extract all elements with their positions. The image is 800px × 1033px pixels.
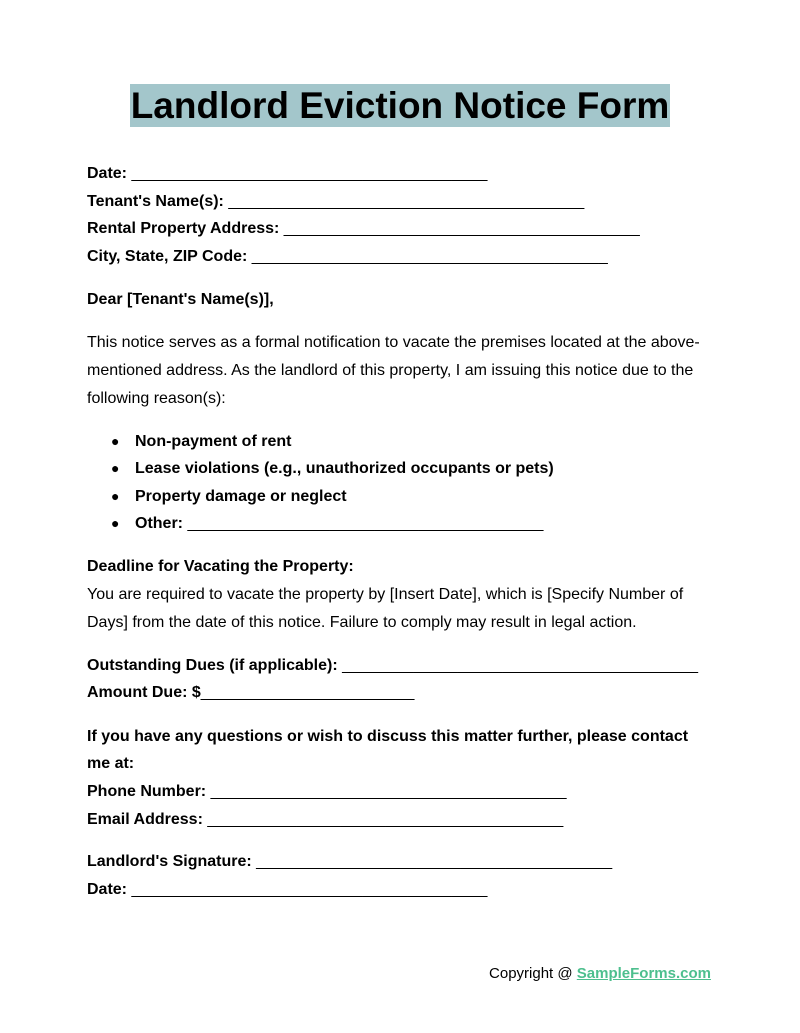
outstanding-dues-blank[interactable]: ________________________________________ bbox=[342, 656, 699, 674]
tenant-name-field bbox=[87, 188, 712, 216]
city-state-zip-field bbox=[87, 243, 712, 271]
contact-heading: If you have any questions or wish to discuss this matter further, please contact me at: bbox=[87, 727, 689, 773]
bullet-icon: ● bbox=[111, 514, 120, 531]
reason-text: Non-payment of rent bbox=[135, 432, 292, 450]
field-label: Email Address: bbox=[87, 810, 203, 828]
property-address-field bbox=[87, 215, 712, 243]
field-label: Date: bbox=[87, 880, 128, 898]
copyright-text: Copyright @ bbox=[489, 965, 577, 982]
tenant-name-blank[interactable]: ________________________________________ bbox=[228, 192, 585, 210]
list-item bbox=[87, 455, 712, 482]
field-label: City, State, ZIP Code: bbox=[87, 247, 248, 265]
reason-text: Property damage or neglect bbox=[135, 487, 347, 505]
amount-due-field bbox=[87, 679, 712, 707]
city-state-zip-blank[interactable]: ________________________________________ bbox=[251, 247, 608, 265]
amount-due-blank[interactable]: ________________________ bbox=[200, 684, 415, 702]
intro-paragraph: This notice serves as a formal notification to vacate the premises located at the above-mentioned address. As the landlord of this property, I am issuing this notice due to the following reason(s): bbox=[87, 333, 700, 407]
reason-text: Lease violations (e.g., unauthorized occupants or pets) bbox=[135, 460, 554, 478]
field-label: Landlord's Signature: bbox=[87, 853, 252, 871]
copyright-footer bbox=[489, 964, 711, 984]
form-body bbox=[87, 160, 712, 903]
phone-field bbox=[87, 778, 712, 806]
signature-section bbox=[87, 848, 712, 903]
outstanding-dues-field bbox=[87, 652, 712, 680]
other-reason-blank[interactable]: ________________________________________ bbox=[187, 514, 544, 532]
header-fields bbox=[87, 160, 712, 270]
signature-field bbox=[87, 848, 712, 876]
page-title: Landlord Eviction Notice Form bbox=[130, 85, 670, 126]
field-label: Amount Due: $ bbox=[87, 684, 201, 702]
bullet-icon: ● bbox=[111, 432, 120, 449]
deadline-heading: Deadline for Vacating the Property: bbox=[87, 558, 354, 576]
signature-blank[interactable]: ________________________________________ bbox=[256, 853, 613, 871]
email-field bbox=[87, 806, 712, 834]
field-label: Phone Number: bbox=[87, 782, 207, 800]
signature-date-blank[interactable]: ________________________________________ bbox=[131, 880, 488, 898]
property-address-blank[interactable]: ________________________________________ bbox=[283, 220, 640, 238]
list-item bbox=[87, 510, 712, 537]
field-label: Outstanding Dues (if applicable): bbox=[87, 656, 338, 674]
bullet-icon: ● bbox=[111, 460, 120, 477]
reasons-list bbox=[87, 428, 712, 537]
brand-link[interactable]: SampleForms.com bbox=[576, 965, 711, 982]
email-blank[interactable]: ________________________________________ bbox=[207, 810, 564, 828]
bullet-icon: ● bbox=[111, 487, 120, 504]
list-item bbox=[87, 428, 712, 455]
reason-text: Other: bbox=[135, 514, 183, 532]
list-item bbox=[87, 483, 712, 510]
date-blank[interactable]: ________________________________________ bbox=[131, 165, 488, 182]
field-label: Rental Property Address: bbox=[87, 220, 280, 238]
title-wrapper bbox=[0, 84, 800, 127]
dues-section bbox=[87, 652, 712, 707]
contact-section bbox=[87, 723, 712, 833]
salutation: Dear [Tenant's Name(s)], bbox=[87, 291, 274, 309]
date-field bbox=[87, 160, 712, 188]
phone-blank[interactable]: ________________________________________ bbox=[210, 782, 567, 800]
field-label: Date: bbox=[87, 165, 128, 182]
deadline-paragraph: You are required to vacate the property by [Insert Date], which is [Specify Number of Days] from the date of this notice. Failure to comply may result in legal action. bbox=[87, 585, 684, 631]
field-label: Tenant's Name(s): bbox=[87, 192, 224, 210]
signature-date-field bbox=[87, 876, 712, 904]
